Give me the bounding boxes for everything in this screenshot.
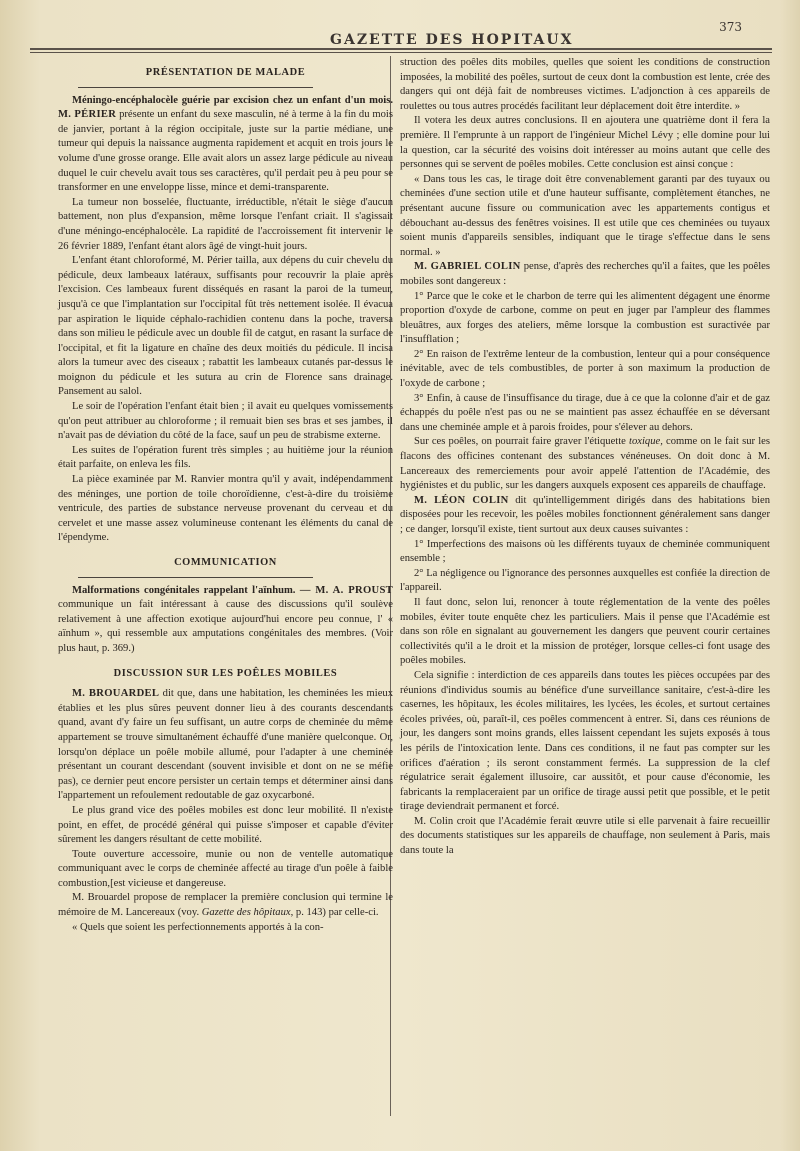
paragraph: La pièce examinée par M. Ranvier montra qu'il y avait, indépendamment des méninges, une portion de toile choroïdienne, c'est-à-dire du troisième ventricule, des parties de substance nerveuse provenant du cerveau et du cervelet et une masse assez volumineuse contenant les éléments du canal de l'épendyme.	[58, 474, 393, 544]
author-name: M. GABRIEL COLIN	[414, 261, 521, 273]
paragraph: « Quels que soient les perfectionnements apportés à la con-	[72, 921, 324, 933]
paragraph: M. Colin croit que l'Académie ferait œuvre utile si elle parvenait à faire recueillir des documents statistiques sur les appareils de chauffage, non seulement à Paris, mais dans toute la	[400, 815, 770, 857]
author-name: — M. A. PROUST	[299, 584, 394, 596]
right-column	[400, 56, 770, 859]
section-title-discussion: DISCUSSION SUR LES POÊLES MOBILES	[113, 667, 338, 679]
paragraph: « Dans tous les cas, le tirage doit être convenablement garanti par des tuyaux ou cheminées d'une section utile et d'une hauteur suffisante, complètement étanches, ne présentant aucune fissure ou communication avec les appartements contigus et débouchant au-dessus des fenêtres voisines. Il est utile que ces cheminées ou tuyaux soient munis d'appareils sensibles, indiquant que le tirage s'effectue dans le sens normal. »	[400, 173, 770, 258]
author-name: M. BROUARDEL	[72, 688, 160, 700]
paragraph	[58, 891, 393, 920]
paragraph: struction des poêles dits mobiles, quelles que soient les conditions de construction imposées, la mobilité des poêles, surtout de ceux dont la combustion est lente, crée des dangers qui ont déjà fait de nombreuses victimes. L'adjonction à ces appareils de roulettes ou tous autres procédés facilitant leur déplacement doit être interdite. »	[400, 57, 770, 112]
paragraph-text: dit qu'intelligemment dirigés dans des habitations bien disposées pour les recevoir, les poêles mobiles fonctionnent généralement sans danger ; ce danger, lorsqu'il existe, tient surtout aux deux causes suivantes :	[400, 494, 770, 535]
section-rule	[78, 577, 313, 578]
italic-label: toxique,	[629, 436, 663, 448]
journal-reference: Gazette des hôpitaux,	[201, 907, 294, 919]
paragraph: Le soir de l'opération l'enfant était bien ; il avait eu quelques vomissements qu'on peut attribuer au chloroforme ; il remuait bien ses bras et ses jambes, il n'avait pas de déviation du côté de la face, sauf un peu de strabisme externe.	[58, 401, 393, 442]
paragraph: 2° La négligence ou l'ignorance des personnes auxquelles est confiée la direction de l'appareil.	[400, 567, 770, 594]
page-number: 373	[719, 20, 742, 34]
paragraph	[400, 435, 770, 493]
paragraph: Il faut donc, selon lui, renoncer à toute réglementation de la vente des poêles mobiles, éviter toute enquête chez les particuliers. Mais il pense que l'Académie est dans son rôle en signalant au gouvernement les dangers que peuvent courir certaines collectivités qu'il a le droit et la mission de protéger, lorsque celles-ci font usage des poêles mobiles.	[400, 596, 770, 667]
author-name: M. PÉRIER	[58, 109, 117, 121]
header-rule-thin	[30, 52, 772, 53]
left-column	[58, 60, 393, 935]
paragraph: Le plus grand vice des poêles mobiles est donc leur mobilité. Il n'existe point, en effet, de procédé général qui puisse s'imposer et capable d'éviter sûrement les dangers résultant de cette mobilité.	[58, 804, 393, 846]
paragraph: Les suites de l'opération furent très simples ; au huitième jour la réunion était parfaite, on enleva les fils.	[58, 444, 393, 471]
paragraph-text: Sur ces poêles, on pourrait faire graver l'étiquette	[414, 436, 630, 448]
paragraph	[400, 494, 770, 538]
page-header	[30, 14, 772, 54]
running-title: GAZETTE DES HOPITAUX	[330, 32, 574, 48]
section-title-presentation: PRÉSENTATION DE MALADE	[145, 67, 306, 78]
paragraph: Toute ouverture accessoire, munie ou non de ventelle automatique communiquant avec le corps de cheminée affecté au tirage d'un poêle à faible combustion,[est vicieuse et dangereuse.	[58, 848, 393, 889]
paragraph-text: dit que, dans une habitation, les cheminées les mieux établies et les plus sûres peuvent donner lieu à des courants descendants quand, avant d'y faire un feu suffisant, un autre corps de cheminée du même appartement se trouve simultanément échauffé d'une manière quelconque. Or, lorsqu'on déplace un poêle mobile allumé, pour l'adapter à une cheminée présentant un courant descendant (souvent invisible et dont on ne se méfie pas), ce dernier peut encore persister un certain temps et déterminer ainsi dans l'appartement un refoulement redoutable de gaz oxycarboné.	[58, 688, 393, 802]
paragraph: 2° En raison de l'extrême lenteur de la combustion, lenteur qui a pour conséquence inévitable, avec de tels combustibles, de porter à son maximum la production de l'oxyde de carbone ;	[400, 348, 770, 390]
paragraph: Cela signifie : interdiction de ces appareils dans toutes les pièces occupées par des réunions d'individus soumis au bénéfice d'une surveillance sanitaire, c'est-à-dire les casernes, les hôpitaux, les écoles militaires, les lycées, les écoles, et surtout certaines écoles privées, où, paraît-il, ces poêles commencent à entrer. Si, dans ces réunions de jour, les dangers sont moins grands, elles laissent cependant les sujets exposés à tous les périls de l'intoxication lente. Dans ces conditions, il ne faut pas compter sur les orifices d'aération ; ils seront constamment fermés. La suppression de la clef régulatrice serait également illusoire, car aussitôt, et pour cause d'économie, les fabricants la remplaceraient par un orifice de tirage aussi petit que possible, et le petit tirage deviendrait permanent et forcé.	[400, 669, 770, 813]
article-lead: Méningo-encéphalocèle guérie par excision chez un enfant d'un mois.	[72, 94, 393, 106]
paragraph: 1° Imperfections des maisons où les différents tuyaux de cheminée communiquent ensemble ;	[400, 538, 770, 565]
section-title-communication: COMMUNICATION	[174, 557, 277, 568]
paragraph-text: comme on le fait sur les flacons des officines contenant des substances vénéneuses. On doit donc à M. Lancereaux des remerciements pour avoir appelé l'attention de l'Académie, des hygiénistes et du public, sur les dangers auxquels exposent ces appareils de chauffage.	[400, 436, 770, 492]
paragraph-text: M. Brouardel propose de remplacer la première conclusion qui termine le mémoire de M. Lancereaux (voy.	[58, 892, 393, 919]
paragraph-text: p. 143) par celle-ci.	[293, 907, 379, 919]
paragraph: La tumeur non bosselée, fluctuante, irréductible, n'était le siège d'aucun battement, non plus d'expansion, même lorsque l'enfant criait. Il s'agissait d'une méningo-encéphalocèle. La rapidité de l'accroissement fit intervenir le 26 février 1889, l'enfant étant alors âgé de vingt-huit jours.	[58, 196, 393, 252]
author-name: M. LÉON COLIN	[414, 494, 509, 506]
paragraph: L'enfant étant chloroformé, M. Périer tailla, aux dépens du cuir chevelu du pédicule, deux lambeaux latéraux, suffisants pour recouvrir la plaie après l'excision. Ces lambeaux furent disséqués en rasant la paroi de la tumeur, jusqu'à ce que l'implantation sur l'occipital fût très nettement isolée. Il évacua par aspiration le liquide céphalo-rachidien contenu dans la poche, traversa dans son milieu le pédicule avec un double fil de catgut, en rasant la surface de l'occipital, et fit la ligature en chaîne des deux moitiés du pédicule. Il incisa alors la tumeur avec des ciseaux ; rabattit les lambeaux cutanés par-dessus le moignon du pédicule et les sutura au crin de Florence sans drainage. Pansement au salol.	[58, 255, 393, 398]
paragraph	[58, 584, 393, 657]
paragraph-text: communique un fait intéressant à cause des discussions qu'il soulève relativement à une affection exotique aujourd'hui encore peu connue, l' « aïnhum », qui ressemble aux amputations congénitales des membres. (Voir plus haut, p. 369.)	[58, 599, 393, 654]
paragraph	[400, 260, 770, 289]
paragraph-text: présente un enfant du sexe masculin, né à terme à la fin du mois de janvier, portant à la région occipitale, juste sur la partie médiane, une tumeur qui depuis la naissance augmenta rapidement et acquit en trois jours le volume d'une grosse orange. Elle avait alors un assez large pédicule au niveau duquel le cuir chevelu avait tous ses caractères, qu'il perdait peu à peu pour se transformer en une enveloppe lisse, mince et demi-transparente.	[58, 109, 393, 194]
paragraph: Il votera les deux autres conclusions. Il en ajoutera une quatrième dont il fera la première. Il l'emprunte à un rapport de l'ingénieur Michel Lévy ; elle domine pour lui la question, car la sécurité des voisins doit intéresser au moins autant que celle des personnes qui se servent de poêles mobiles. Cette conclusion est ainsi conçue :	[400, 115, 770, 171]
paragraph-text: pense, d'après des recherches qu'il a faites, que les poêles mobiles sont dangereux :	[400, 261, 770, 287]
paragraph: 3° Enfin, à cause de l'insuffisance du tirage, due à ce que la colonne d'air et de gaz échappés du poêle n'est pas ou ne se maintient pas assez échauffée en se déversant dans une cheminée ample et à parois froides, pour s'élever au dehors.	[400, 392, 770, 433]
paragraph	[58, 687, 393, 804]
paragraph: 1° Parce que le coke et le charbon de terre qui les alimentent dégagent une énorme proportion d'oxyde de carbone, comme on peut en juger par l'ampleur des flammes bleuâtres, aux forges des ateliers, même lorsque la combustion est suractivée par l'insufflation ;	[400, 290, 770, 346]
paragraph	[58, 94, 393, 196]
article-lead: Malformations congénitales rappelant l'aïnhum.	[72, 584, 296, 596]
section-rule	[78, 87, 313, 88]
header-rule	[30, 48, 772, 50]
